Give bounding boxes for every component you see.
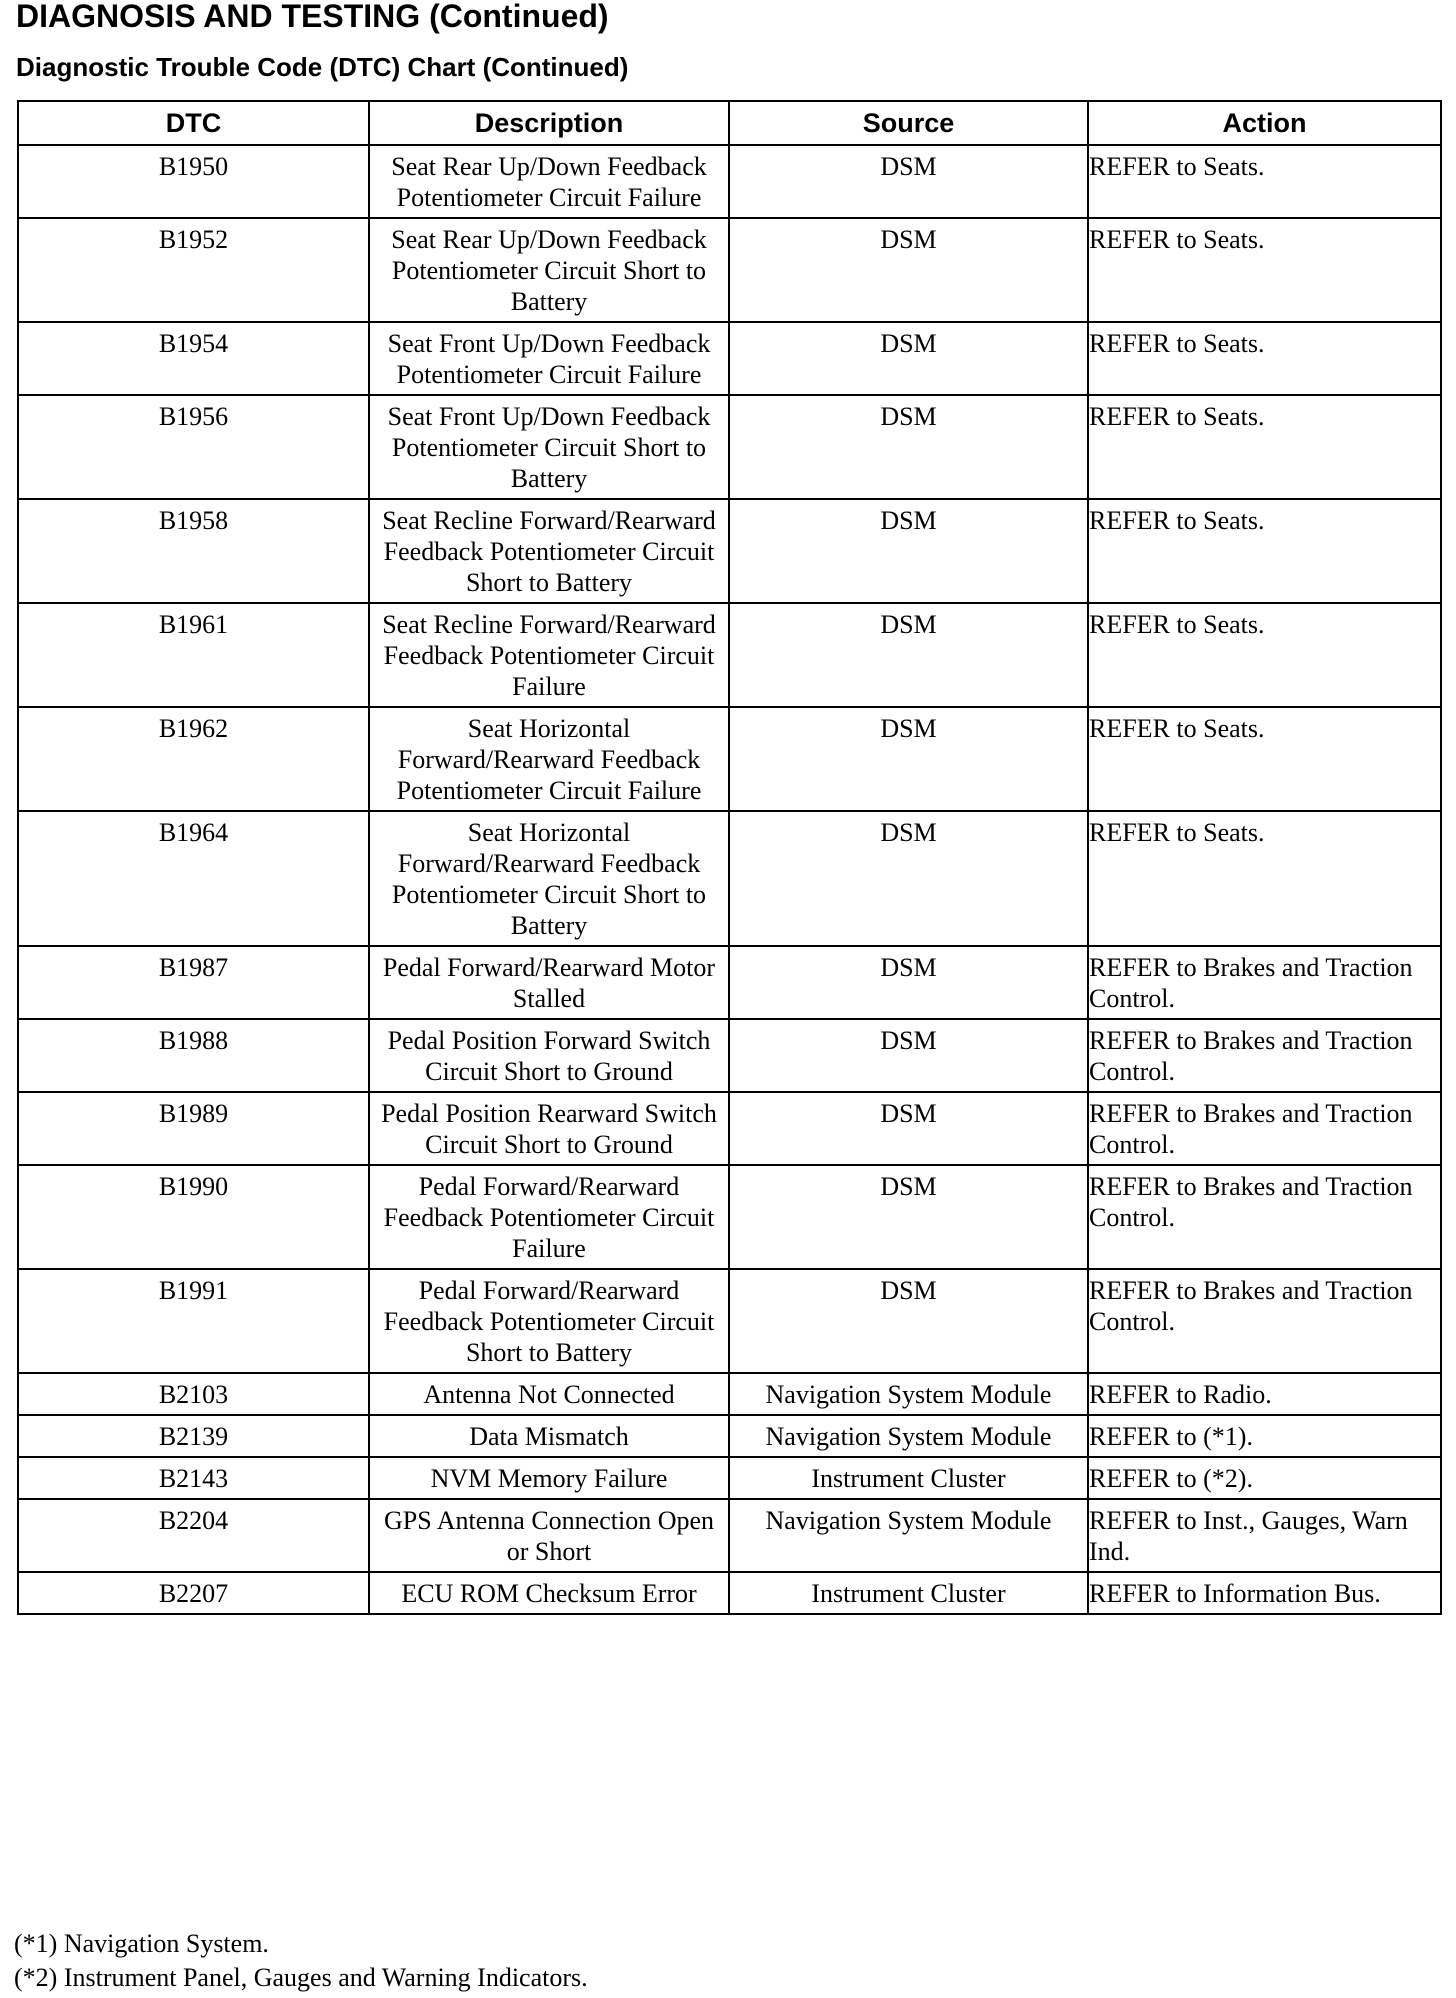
cell-dtc — [18, 946, 369, 1019]
cell-source — [729, 322, 1088, 395]
cell-action-text: REFER to Seats. — [1089, 818, 1265, 847]
cell-description — [369, 1092, 729, 1165]
cell-action — [1088, 1165, 1441, 1269]
cell-dtc — [18, 811, 369, 946]
cell-action — [1088, 1572, 1441, 1614]
cell-source — [729, 1092, 1088, 1165]
cell-action-text: REFER to Brakes and Traction Control. — [1089, 1172, 1413, 1232]
cell-description-text: Seat Recline Forward/Rearward Feedback Potentiometer Circuit Failure — [382, 610, 716, 701]
table-row — [18, 603, 1441, 707]
cell-source-text: DSM — [880, 506, 937, 535]
cell-action — [1088, 1373, 1441, 1415]
cell-description-text: Antenna Not Connected — [423, 1380, 675, 1409]
cell-dtc — [18, 707, 369, 811]
cell-action — [1088, 1457, 1441, 1499]
cell-description-text: NVM Memory Failure — [430, 1464, 668, 1493]
cell-description-text: Pedal Position Rearward Switch Circuit Short to Ground — [381, 1099, 717, 1159]
cell-source — [729, 1019, 1088, 1092]
table-row — [18, 1499, 1441, 1572]
cell-source — [729, 603, 1088, 707]
cell-description-text: ECU ROM Checksum Error — [401, 1579, 697, 1608]
table-row — [18, 707, 1441, 811]
cell-action-text: REFER to Seats. — [1089, 402, 1265, 431]
cell-description — [369, 1269, 729, 1373]
cell-action — [1088, 1019, 1441, 1092]
footnote-1 — [14, 1927, 588, 1961]
cell-action — [1088, 1499, 1441, 1572]
cell-source-text: DSM — [880, 152, 937, 181]
cell-source-text: DSM — [880, 714, 937, 743]
dtc-table — [17, 100, 1442, 1615]
cell-dtc-text: B1954 — [158, 329, 229, 358]
cell-dtc-text: B2204 — [158, 1506, 229, 1535]
cell-action — [1088, 1269, 1441, 1373]
cell-dtc-text: B1956 — [158, 402, 229, 431]
cell-dtc-text: B1964 — [158, 818, 229, 847]
cell-source-text: Instrument Cluster — [811, 1464, 1006, 1493]
cell-description — [369, 1415, 729, 1457]
cell-action-text: REFER to Seats. — [1089, 506, 1265, 535]
cell-action — [1088, 395, 1441, 499]
cell-dtc — [18, 1165, 369, 1269]
cell-source-text: DSM — [880, 1026, 937, 1055]
cell-description-text: Seat Rear Up/Down Feedback Potentiometer Circuit Failure — [391, 152, 707, 212]
table-row — [18, 1373, 1441, 1415]
cell-description — [369, 322, 729, 395]
cell-source — [729, 395, 1088, 499]
cell-action — [1088, 499, 1441, 603]
cell-dtc-text: B2139 — [158, 1422, 229, 1451]
table-row — [18, 1415, 1441, 1457]
cell-description-text: Seat Horizontal Forward/Rearward Feedback Potentiometer Circuit Short to Battery — [391, 818, 707, 940]
cell-description-text: Pedal Position Forward Switch Circuit Short to Ground — [387, 1026, 711, 1086]
cell-action — [1088, 707, 1441, 811]
cell-source — [729, 499, 1088, 603]
cell-action — [1088, 218, 1441, 322]
cell-source-text: DSM — [880, 1172, 937, 1201]
cell-action — [1088, 145, 1441, 218]
cell-source-text: Navigation System Module — [765, 1422, 1052, 1451]
cell-dtc — [18, 1499, 369, 1572]
cell-source — [729, 1457, 1088, 1499]
cell-description-text: GPS Antenna Connection Open or Short — [383, 1506, 715, 1566]
cell-dtc-text: B1962 — [158, 714, 229, 743]
cell-action-text: REFER to Seats. — [1089, 152, 1265, 181]
cell-dtc — [18, 1373, 369, 1415]
header-description: Description — [369, 101, 729, 145]
cell-description — [369, 1457, 729, 1499]
cell-source — [729, 1572, 1088, 1614]
cell-source — [729, 1499, 1088, 1572]
cell-description-text: Seat Front Up/Down Feedback Potentiometer Circuit Failure — [387, 329, 711, 389]
cell-source — [729, 707, 1088, 811]
header-source: Source — [729, 101, 1088, 145]
cell-dtc-text: B1961 — [158, 610, 229, 639]
cell-dtc-text: B1952 — [158, 225, 229, 254]
cell-source — [729, 1269, 1088, 1373]
table-row — [18, 145, 1441, 218]
cell-description — [369, 707, 729, 811]
cell-description-text: Pedal Forward/Rearward Motor Stalled — [382, 953, 716, 1013]
cell-description-text: Seat Horizontal Forward/Rearward Feedback Potentiometer Circuit Failure — [396, 714, 702, 805]
table-row — [18, 1572, 1441, 1614]
cell-description-text: Data Mismatch — [469, 1422, 629, 1451]
header-dtc: DTC — [18, 101, 369, 145]
cell-dtc — [18, 1457, 369, 1499]
cell-action-text: REFER to Inst., Gauges, Warn Ind. — [1089, 1506, 1408, 1566]
cell-source-text: DSM — [880, 1276, 937, 1305]
chart-subheading: Diagnostic Trouble Code (DTC) Chart (Continued) — [16, 52, 629, 82]
table-row — [18, 1457, 1441, 1499]
cell-description — [369, 1373, 729, 1415]
cell-source — [729, 218, 1088, 322]
table-row — [18, 1092, 1441, 1165]
cell-source — [729, 1165, 1088, 1269]
cell-description-text: Seat Rear Up/Down Feedback Potentiometer Circuit Short to Battery — [391, 225, 707, 316]
cell-source — [729, 811, 1088, 946]
cell-description — [369, 603, 729, 707]
cell-dtc — [18, 145, 369, 218]
table-row — [18, 946, 1441, 1019]
footnote-mark: (*1) — [14, 1929, 58, 1958]
cell-description-text: Seat Front Up/Down Feedback Potentiometer Circuit Short to Battery — [387, 402, 711, 493]
page-heading: DIAGNOSIS AND TESTING (Continued) — [16, 0, 609, 34]
table-row — [18, 499, 1441, 603]
cell-description-text: Pedal Forward/Rearward Feedback Potentiometer Circuit Failure — [383, 1172, 715, 1263]
table-row — [18, 322, 1441, 395]
cell-dtc — [18, 1415, 369, 1457]
cell-action-text: REFER to Seats. — [1089, 714, 1265, 743]
cell-dtc — [18, 1092, 369, 1165]
cell-source-text: Navigation System Module — [765, 1506, 1052, 1535]
cell-description — [369, 218, 729, 322]
cell-action — [1088, 1092, 1441, 1165]
table-row — [18, 811, 1441, 946]
table-row — [18, 1019, 1441, 1092]
cell-dtc-text: B1991 — [158, 1276, 229, 1305]
cell-description — [369, 145, 729, 218]
cell-action-text: REFER to (*1). — [1089, 1422, 1253, 1451]
cell-source-text: Instrument Cluster — [811, 1579, 1006, 1608]
cell-description — [369, 1019, 729, 1092]
cell-source-text: Navigation System Module — [765, 1380, 1052, 1409]
footnote-text: Instrument Panel, Gauges and Warning Indicators. — [63, 1963, 588, 1992]
table-body — [18, 145, 1441, 1614]
cell-dtc-text: B2143 — [158, 1464, 229, 1493]
cell-description — [369, 1499, 729, 1572]
table-row — [18, 218, 1441, 322]
cell-action-text: REFER to Seats. — [1089, 225, 1265, 254]
table-row — [18, 1165, 1441, 1269]
cell-action-text: REFER to Brakes and Traction Control. — [1089, 1026, 1413, 1086]
cell-source — [729, 946, 1088, 1019]
cell-dtc-text: B1987 — [158, 953, 229, 982]
cell-source-text: DSM — [880, 1099, 937, 1128]
cell-dtc — [18, 499, 369, 603]
cell-source-text: DSM — [880, 818, 937, 847]
cell-dtc-text: B1950 — [158, 152, 229, 181]
table-row — [18, 1269, 1441, 1373]
cell-dtc — [18, 322, 369, 395]
cell-dtc-text: B2207 — [158, 1579, 229, 1608]
cell-dtc-text: B1958 — [158, 506, 229, 535]
cell-action — [1088, 322, 1441, 395]
cell-description — [369, 1165, 729, 1269]
cell-description-text: Seat Recline Forward/Rearward Feedback Potentiometer Circuit Short to Battery — [382, 506, 716, 597]
cell-action — [1088, 1415, 1441, 1457]
cell-source — [729, 1373, 1088, 1415]
cell-dtc-text: B2103 — [158, 1380, 229, 1409]
cell-description — [369, 395, 729, 499]
cell-source-text: DSM — [880, 610, 937, 639]
cell-dtc — [18, 1019, 369, 1092]
footnote-mark: (*2) — [14, 1963, 58, 1992]
cell-action-text: REFER to Seats. — [1089, 329, 1265, 358]
cell-description — [369, 811, 729, 946]
cell-source — [729, 1415, 1088, 1457]
cell-source-text: DSM — [880, 953, 937, 982]
cell-action-text: REFER to Radio. — [1089, 1380, 1272, 1409]
cell-action-text: REFER to (*2). — [1089, 1464, 1253, 1493]
cell-action-text: REFER to Brakes and Traction Control. — [1089, 1276, 1413, 1336]
footnotes — [14, 1927, 588, 1995]
cell-dtc-text: B1988 — [158, 1026, 229, 1055]
cell-action-text: REFER to Brakes and Traction Control. — [1089, 953, 1413, 1013]
cell-action-text: REFER to Information Bus. — [1089, 1579, 1381, 1608]
cell-dtc — [18, 1572, 369, 1614]
cell-action — [1088, 946, 1441, 1019]
cell-description — [369, 946, 729, 1019]
footnote-text: Navigation System. — [63, 1929, 269, 1958]
table-row — [18, 395, 1441, 499]
cell-dtc — [18, 603, 369, 707]
cell-action-text: REFER to Seats. — [1089, 610, 1265, 639]
cell-action — [1088, 603, 1441, 707]
footnote-2 — [14, 1961, 588, 1995]
cell-description — [369, 1572, 729, 1614]
cell-dtc — [18, 395, 369, 499]
cell-dtc-text: B1989 — [158, 1099, 229, 1128]
cell-source-text: DSM — [880, 329, 937, 358]
cell-description — [369, 499, 729, 603]
cell-dtc-text: B1990 — [158, 1172, 229, 1201]
cell-dtc — [18, 1269, 369, 1373]
cell-dtc — [18, 218, 369, 322]
cell-action-text: REFER to Brakes and Traction Control. — [1089, 1099, 1413, 1159]
cell-source-text: DSM — [880, 225, 937, 254]
cell-source-text: DSM — [880, 402, 937, 431]
header-action: Action — [1088, 101, 1441, 145]
cell-action — [1088, 811, 1441, 946]
cell-description-text: Pedal Forward/Rearward Feedback Potentiometer Circuit Short to Battery — [383, 1276, 715, 1367]
cell-source — [729, 145, 1088, 218]
table-header-row — [18, 101, 1441, 145]
